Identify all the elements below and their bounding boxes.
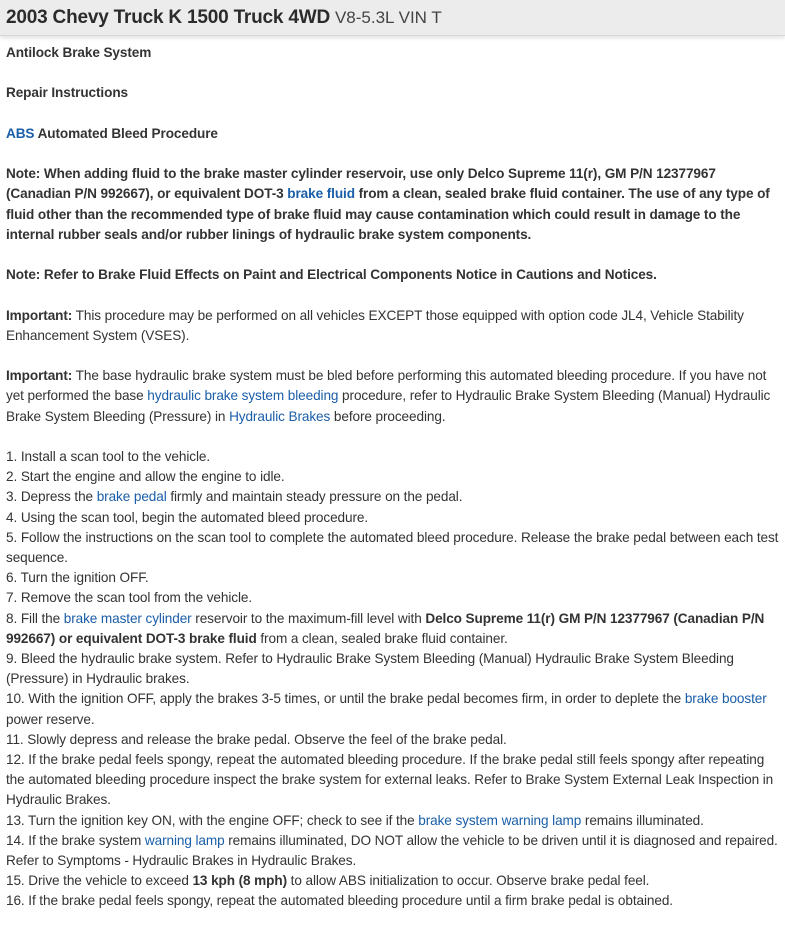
- step-3: 3. Depress the brake pedal firmly and maintain steady pressure on the pedal.: [6, 489, 463, 505]
- step-5: 5. Follow the instructions on the scan tool to complete the automated bleed procedure. Release the brake pedal between each test sequence.: [6, 529, 779, 565]
- step-12: 12. If the brake pedal feels spongy, repeat the automated bleeding procedure. If the brake pedal still feels spongy after repeating the automated bleeding procedure inspect the brake system for external leaks. Refer to Brake System External Leak Inspection in Hydraulic Brakes.: [6, 752, 774, 808]
- procedure-steps: [6, 447, 779, 912]
- important-vses: Important: This procedure may be performed on all vehicles EXCEPT those equipped with option code JL4, Vehicle Stability Enhancement System (VSES).: [6, 307, 744, 343]
- step-4: 4. Using the scan tool, begin the automated bleed procedure.: [6, 509, 369, 525]
- warning-lamp-link[interactable]: warning lamp: [144, 832, 225, 848]
- brake-booster-link[interactable]: brake booster: [684, 691, 767, 707]
- brake-warning-lamp-link[interactable]: brake system warning lamp: [418, 812, 582, 828]
- brake-fluid-link[interactable]: brake fluid: [287, 186, 355, 202]
- engine-label: V8-5.3L VIN T: [334, 7, 442, 27]
- step-16: 16. If the brake pedal feels spongy, repeat the automated bleeding procedure until a firm brake pedal is obtained.: [6, 893, 673, 909]
- step-13: 13. Turn the ignition key ON, with the engine OFF; check to see if the brake system warning lamp remains illuminated.: [6, 812, 704, 828]
- step-6: 6. Turn the ignition OFF.: [6, 570, 149, 586]
- step-7: 7. Remove the scan tool from the vehicle.: [6, 590, 252, 606]
- brake-pedal-link[interactable]: brake pedal: [96, 489, 167, 505]
- important-base-bleed: Important: The base hydraulic brake system must be bled before performing this automated bleeding procedure. If you have not yet performed the base hydraulic brake system bleeding procedure, refer to Hydraulic Brake System Bleeding (Manual) Hydraulic Brake System Bleeding (Pressure) in Hydraulic Brakes before proceeding.: [6, 368, 771, 424]
- step-10: 10. With the ignition OFF, apply the brakes 3-5 times, or until the brake pedal becomes firm, in order to deplete the brake booster power reserve.: [6, 691, 767, 727]
- step-2: 2. Start the engine and allow the engine to idle.: [6, 469, 285, 485]
- step-9: 9. Bleed the hydraulic brake system. Refer to Hydraulic Brake System Bleeding (Manual) Hydraulic Brake System Bleeding (Pressure) in Hydraulic brakes.: [6, 650, 734, 687]
- hydraulic-bleeding-link[interactable]: hydraulic brake system bleeding: [147, 388, 339, 404]
- step-15: 15. Drive the vehicle to exceed 13 kph (8 mph) to allow ABS initialization to occur. Observe brake pedal feel.: [6, 873, 650, 889]
- page-header: [0, 0, 785, 36]
- hydraulic-brakes-link[interactable]: Hydraulic Brakes: [229, 408, 331, 424]
- section-title: Antilock Brake System: [6, 45, 152, 60]
- procedure-heading: ABS Automated Bleed Procedure: [6, 125, 218, 141]
- note-fluid: Note: When adding fluid to the brake master cylinder reservoir, use only Delco Supreme 11(r), GM P/N 12377967 (Canadian P/N 992667), or equivalent DOT-3 brake fluid from a clean, sealed brake fluid container. The use of any type of fluid other than the recommended type of brake fluid may cause contamination which could result in damage to the internal rubber seals and/or rubber linings of hydraulic brake system components.: [6, 166, 770, 242]
- brake-master-cylinder-link[interactable]: brake master cylinder: [63, 610, 192, 626]
- subsection-title: Repair Instructions: [6, 85, 128, 101]
- step-1: 1. Install a scan tool to the vehicle.: [6, 448, 211, 464]
- step-14: 14. If the brake system warning lamp remains illuminated, DO NOT allow the vehicle to be driven until it is diagnosed and repaired. Refer to Symptoms - Hydraulic Brakes in Hydraulic Brakes.: [6, 832, 778, 869]
- document-body: [0, 36, 785, 912]
- vehicle-title: 2003 Chevy Truck K 1500 Truck 4WD: [6, 6, 330, 28]
- abs-link[interactable]: ABS: [6, 125, 35, 141]
- step-11: 11. Slowly depress and release the brake pedal. Observe the feel of the brake pedal.: [6, 731, 507, 747]
- step-8: 8. Fill the brake master cylinder reservoir to the maximum-fill level with Delco Supreme 11(r) GM P/N 12377967 (Canadian P/N 992667) or equivalent DOT-3 brake fluid from a clean, sealed brake fluid container.: [6, 610, 765, 646]
- note-paint: Note: Refer to Brake Fluid Effects on Paint and Electrical Components Notice in Cautions and Notices.: [6, 267, 657, 283]
